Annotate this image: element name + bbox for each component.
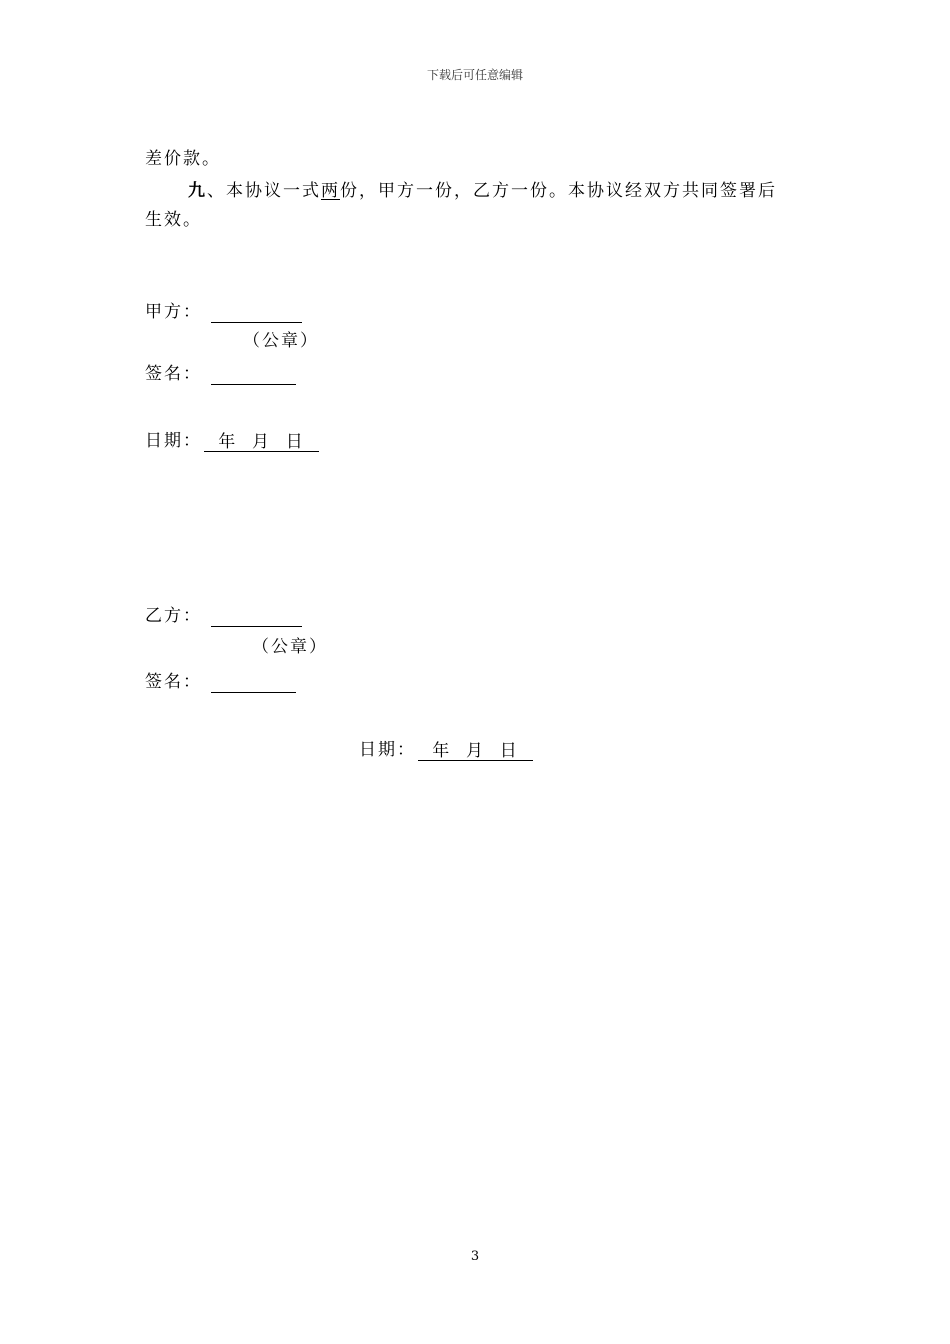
party-b-date-blank (418, 740, 533, 761)
party-a-blank (211, 304, 302, 323)
text-line-balance: 差价款。 (145, 149, 221, 169)
copies-count: 两 (321, 181, 340, 201)
party-a-date-blank (204, 431, 319, 452)
party-b-row (145, 605, 302, 627)
party-b-date-row (359, 739, 533, 761)
party-a-sign-blank (211, 366, 296, 385)
party-a-date-text: 年 月 日 (218, 432, 305, 452)
party-b-sign-label: 签名： (145, 672, 202, 692)
text-line-effective: 生效。 (145, 210, 202, 230)
page-header: 下载后可任意编辑 (426, 68, 523, 82)
party-a-date-label: 日期： (145, 431, 202, 451)
party-a-date-row (145, 430, 319, 452)
party-b-label: 乙方： (145, 606, 202, 626)
clause-rest: 份，甲方一份，乙方一份。本协议经双方共同签署后 (340, 181, 777, 201)
party-b-date-text: 年 月 日 (432, 741, 519, 761)
clause-intro: 、本协议一式 (207, 181, 321, 201)
party-b-sign-blank (211, 674, 296, 693)
party-b-blank (211, 608, 302, 627)
party-b-date-label: 日期： (359, 740, 416, 760)
page-number: 3 (470, 1249, 480, 1264)
clause-nine (188, 180, 777, 202)
clause-number: 九 (188, 181, 207, 201)
party-b-sign-row (145, 671, 296, 693)
party-b-seal: （公章） (252, 637, 328, 657)
party-a-seal: （公章） (243, 331, 319, 351)
party-a-sign-row (145, 363, 296, 385)
party-a-label: 甲方： (145, 302, 202, 322)
party-a-row (145, 301, 302, 323)
party-a-sign-label: 签名： (145, 364, 202, 384)
